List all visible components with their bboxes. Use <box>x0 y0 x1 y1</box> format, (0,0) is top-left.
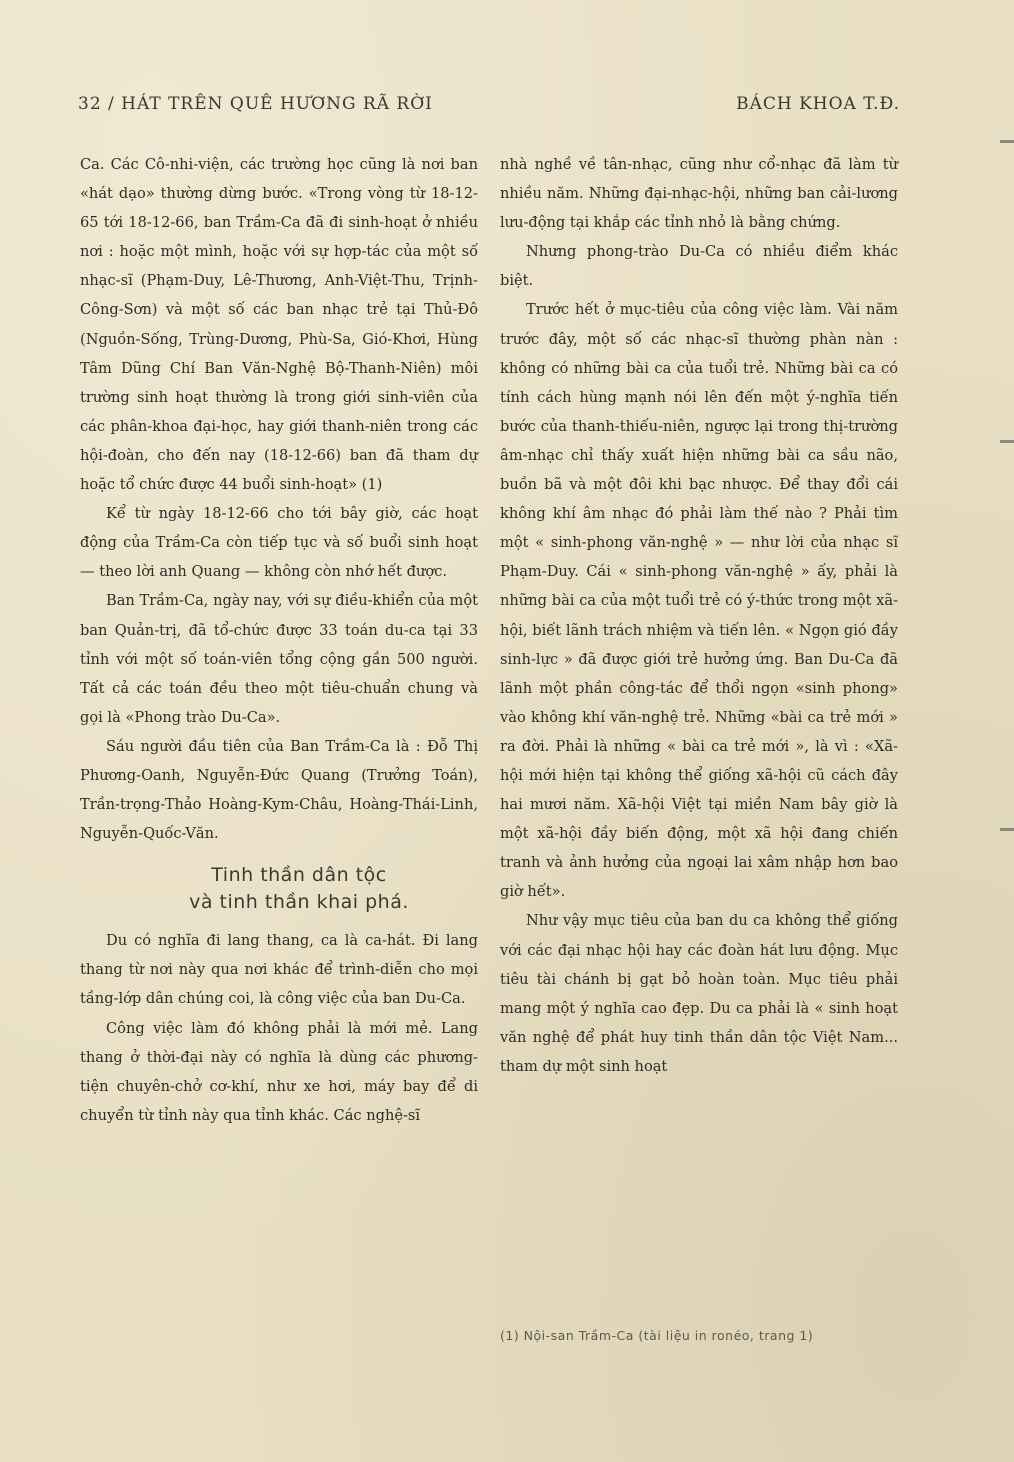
paragraph: Sáu người đầu tiên của Ban Trầm-Ca là : Đỗ Thị Phương-Oanh, Nguyễn-Đức Quang (Trưởng Toán), Trần-trọng-Thảo Hoàng-Kym-Châu, Hoàng-Thái-Linh, Nguyễn-Quốc-Văn. <box>80 737 478 843</box>
paragraph: Ban Trầm-Ca, ngày nay, với sự điều-khiển của một ban Quản-trị, đã tổ-chức được 33 toán du-ca tại 33 tỉnh với một số toán-viên tổng cộng gần 500 người. Tất cả các toán đều theo một tiêu-chuẩn chung và gọi là «Phong trào Du-Ca». <box>80 592 478 726</box>
paragraph: Công việc làm đó không phải là mới mẻ. Lang thang ở thời-đại này có nghĩa là dùng các phương-tiện chuyên-chở cơ-khí, như xe hơi, máy bay để di chuyển từ tỉnh này qua tỉnh khác. Các nghệ-sĩ <box>80 1019 478 1124</box>
paragraph: Như vậy mục tiêu của ban du ca không thể giống với các đại nhạc hội hay các đoàn hát lưu động. Mục tiêu tài chánh bị gạt bỏ hoàn toàn. Mục tiêu phải mang một ý nghĩa cao đẹp. Du ca phải là « sinh hoạt văn nghệ để phát huy tinh thần dân tộc Việt Nam... tham dự một sinh hoạt <box>500 912 898 1075</box>
paragraph: Ca. Các Cô-nhi-viện, các trường học cũng là nơi ban «hát dạo» thường dừng bước. «Trong vòng từ 18-12-65 tới 18-12-66, ban Trầm-Ca đã đi sinh-hoạt ở nhiều nơi : hoặc một mình, hoặc với sự hợp-tác của một số nhạc-sĩ (Phạm-Duy, Lê-Thương, Anh-Việt-Thu, Trịnh-Công-Sơn) và một số các ban nhạc trẻ tại Thủ-Đô (Nguồn-Sống, Trùng-Dương, Phù-Sa, Gió-Khơi, Hùng Tâm Dũng Chí Ban Văn-Nghệ Bộ-Thanh-Niên) môi trường sinh hoạt thường là trong giới sinh-viên của các phân-khoa đại-học, hay giới thanh-niên trong các hội-đoàn, cho đến nay (18-12-66) ban đã tham dự hoặc tổ chức được 44 buổi sinh-hoạt» (1) <box>80 156 478 494</box>
paragraph: nhà nghề về tân-nhạc, cũng như cổ-nhạc đã làm từ nhiều năm. Những đại-nhạc-hội, những ban cải-lương lưu-động tại khắp các tỉnh nhỏ là bằng chứng. <box>500 156 898 232</box>
header-publication: BÁCH KHOA T.Đ. <box>736 94 900 114</box>
edge-mark <box>1000 440 1014 443</box>
edge-mark <box>1000 140 1014 143</box>
header-page-title: 32 / HÁT TRÊN QUÊ HƯƠNG RÃ RỜI <box>78 94 433 114</box>
right-column <box>500 150 898 1081</box>
paragraph: Trước hết ở mục-tiêu của công việc làm. Vài năm trước đây, một số các nhạc-sĩ thường phàn nàn : không có những bài ca của tuổi trẻ. Những bài ca có tính cách hùng mạnh nói lên đến một ý-nghĩa tiến bước của thanh-thiếu-niên, ngược lại trong thị-trường âm-nhạc chỉ thấy xuất hiện những bài ca sầu não, buồn bã và một đôi khi bạc nhược. Để thay đổi cái không khí âm nhạc đó phải làm thế nào ? Phải tìm một « sinh-phong văn-nghệ » — như lời của nhạc sĩ Phạm-Duy. Cái « sinh-phong văn-nghệ » ấy, phải là những bài ca của một tuổi trẻ có ý-thức trong một xã-hội, biết lãnh trách nhiệm và tiến lên. « Ngọn gió đầy sinh-lực » đã được giới trẻ hưởng ứng. Ban Du-Ca đã lãnh một phần công-tác để thổi ngọn «sinh phong» vào không khí văn-nghệ trẻ. Những «bài ca trẻ mới » ra đời. Phải là những « bài ca trẻ mới », là vì : «Xã-hội mới hiện tại không thể giống xã-hội cũ cách đây hai mươi năm. Xã-hội Việt tại miền Nam bây giờ là một xã-hội đầy biến động, một xã hội đang chiến tranh và ảnh hưởng của ngoại lai xâm nhập hơn bao giờ hết». <box>500 301 898 901</box>
section-heading-line-2: và tinh thần khai phá. <box>189 891 409 914</box>
footnote: (1) Nội-san Trầm-Ca (tài liệu in ronéo, trang 1) <box>500 1328 814 1343</box>
paragraph: Nhưng phong-trào Du-Ca có nhiều điểm khác biệt. <box>500 243 898 290</box>
left-column <box>80 150 478 1130</box>
section-heading <box>120 862 478 916</box>
paragraph: Kể từ ngày 18-12-66 cho tới bây giờ, các hoạt động của Trầm-Ca còn tiếp tục và số buổi sinh hoạt — theo lời anh Quang — không còn nhớ hết được. <box>80 505 478 581</box>
edge-mark <box>1000 828 1014 831</box>
section-heading-line-1: Tinh thần dân tộc <box>211 864 387 887</box>
paragraph: Du có nghĩa đi lang thang, ca là ca-hát. Đi lang thang từ nơi này qua nơi khác để trình-diễn cho mọi tầng-lớp dân chúng coi, là công việc của ban Du-Ca. <box>80 932 478 1008</box>
